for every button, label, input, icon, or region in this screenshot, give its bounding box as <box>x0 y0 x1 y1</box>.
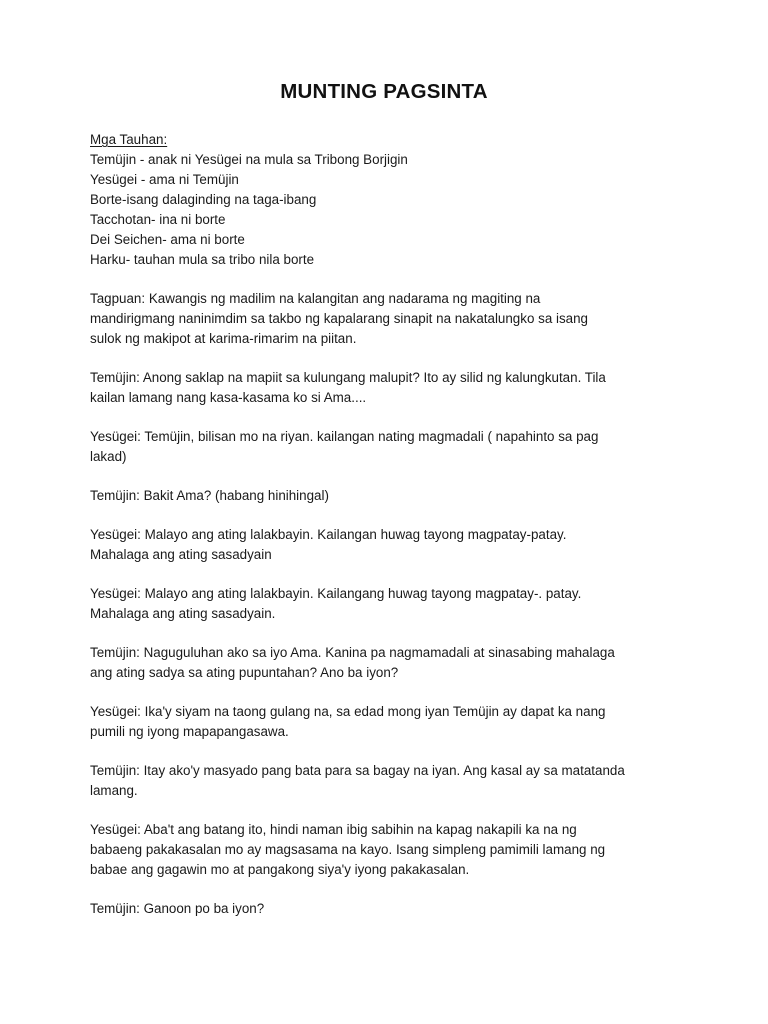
dialogue-paragraph <box>90 368 690 408</box>
text-line: Yesügei: Temüjin, bilisan mo na riyan. kailangan nating magmadali ( napahinto sa pag <box>90 429 599 444</box>
dialogue-paragraph <box>90 702 690 742</box>
character-line: Temüjin - anak ni Yesügei na mula sa Tribong Borjigin <box>90 152 408 167</box>
dialogue-paragraph <box>90 525 690 565</box>
text-line: lamang. <box>90 783 138 798</box>
text-line: Yesügei: Ika'y siyam na taong gulang na, sa edad mong iyan Temüjin ay dapat ka nang <box>90 704 606 719</box>
text-line: sulok ng makipot at karima-rimarim na piitan. <box>90 331 357 346</box>
text-line: lakad) <box>90 449 127 464</box>
characters-section <box>90 130 690 270</box>
dialogue-paragraph <box>90 761 690 801</box>
text-line: Temüjin: Bakit Ama? (habang hinihingal) <box>90 488 329 503</box>
text-line: pumili ng iyong mapapangasawa. <box>90 724 289 739</box>
text-line: Temüjin: Naguguluhan ako sa iyo Ama. Kanina pa nagmamadali at sinasabing mahalaga <box>90 645 615 660</box>
character-line: Tacchotan- ina ni borte <box>90 212 226 227</box>
text-line: babaeng pakakasalan mo ay magsasama na kayo. Isang simpleng pamimili lamang ng <box>90 842 606 857</box>
text-line: Yesügei: Malayo ang ating lalakbayin. Kailangan huwag tayong magpatay-patay. <box>90 527 567 542</box>
text-line: kailan lamang nang kasa-kasama ko si Ama.... <box>90 390 367 405</box>
character-line: Harku- tauhan mula sa tribo nila borte <box>90 252 315 267</box>
text-line: ang ating sadya sa ating pupuntahan? Ano ba iyon? <box>90 665 399 680</box>
text-line: Mahalaga ang ating sasadyain <box>90 547 272 562</box>
text-line: mandirigmang naninimdim sa takbo ng kapalarang sinapit na nakatalungko sa isang <box>90 311 588 326</box>
text-line: Temüjin: Ganoon po ba iyon? <box>90 901 265 916</box>
dialogue-paragraph <box>90 584 690 624</box>
characters-heading: Mga Tauhan: <box>90 132 168 147</box>
text-line: Temüjin: Itay ako'y masyado pang bata para sa bagay na iyan. Ang kasal ay sa matatanda <box>90 763 625 778</box>
character-line: Borte-isang dalaginding na taga-ibang <box>90 192 317 207</box>
dialogue-paragraph <box>90 899 690 919</box>
dialogue-paragraph <box>90 486 690 506</box>
text-line: Tagpuan: Kawangis ng madilim na kalangitan ang nadarama ng magiting na <box>90 291 541 306</box>
dialogue-paragraph <box>90 427 690 467</box>
dialogue-paragraph <box>90 643 690 683</box>
text-line: Yesügei: Malayo ang ating lalakbayin. Kailangang huwag tayong magpatay-. patay. <box>90 586 582 601</box>
document-body <box>90 130 690 919</box>
dialogue-paragraph <box>90 820 690 880</box>
character-line: Dei Seichen- ama ni borte <box>90 232 245 247</box>
text-line: Temüjin: Anong saklap na mapiit sa kulungang malupit? Ito ay silid ng kalungkutan. Tila <box>90 370 606 385</box>
text-line: Yesügei: Aba't ang batang ito, hindi naman ibig sabihin na kapag nakapili ka na ng <box>90 822 577 837</box>
setting-paragraph <box>90 289 690 349</box>
text-line: babae ang gagawin mo at pangakong siya'y iyong pakakasalan. <box>90 862 470 877</box>
document-title: MUNTING PAGSINTA <box>280 80 488 103</box>
text-line: Mahalaga ang ating sasadyain. <box>90 606 276 621</box>
character-line: Yesügei - ama ni Temüjin <box>90 172 239 187</box>
